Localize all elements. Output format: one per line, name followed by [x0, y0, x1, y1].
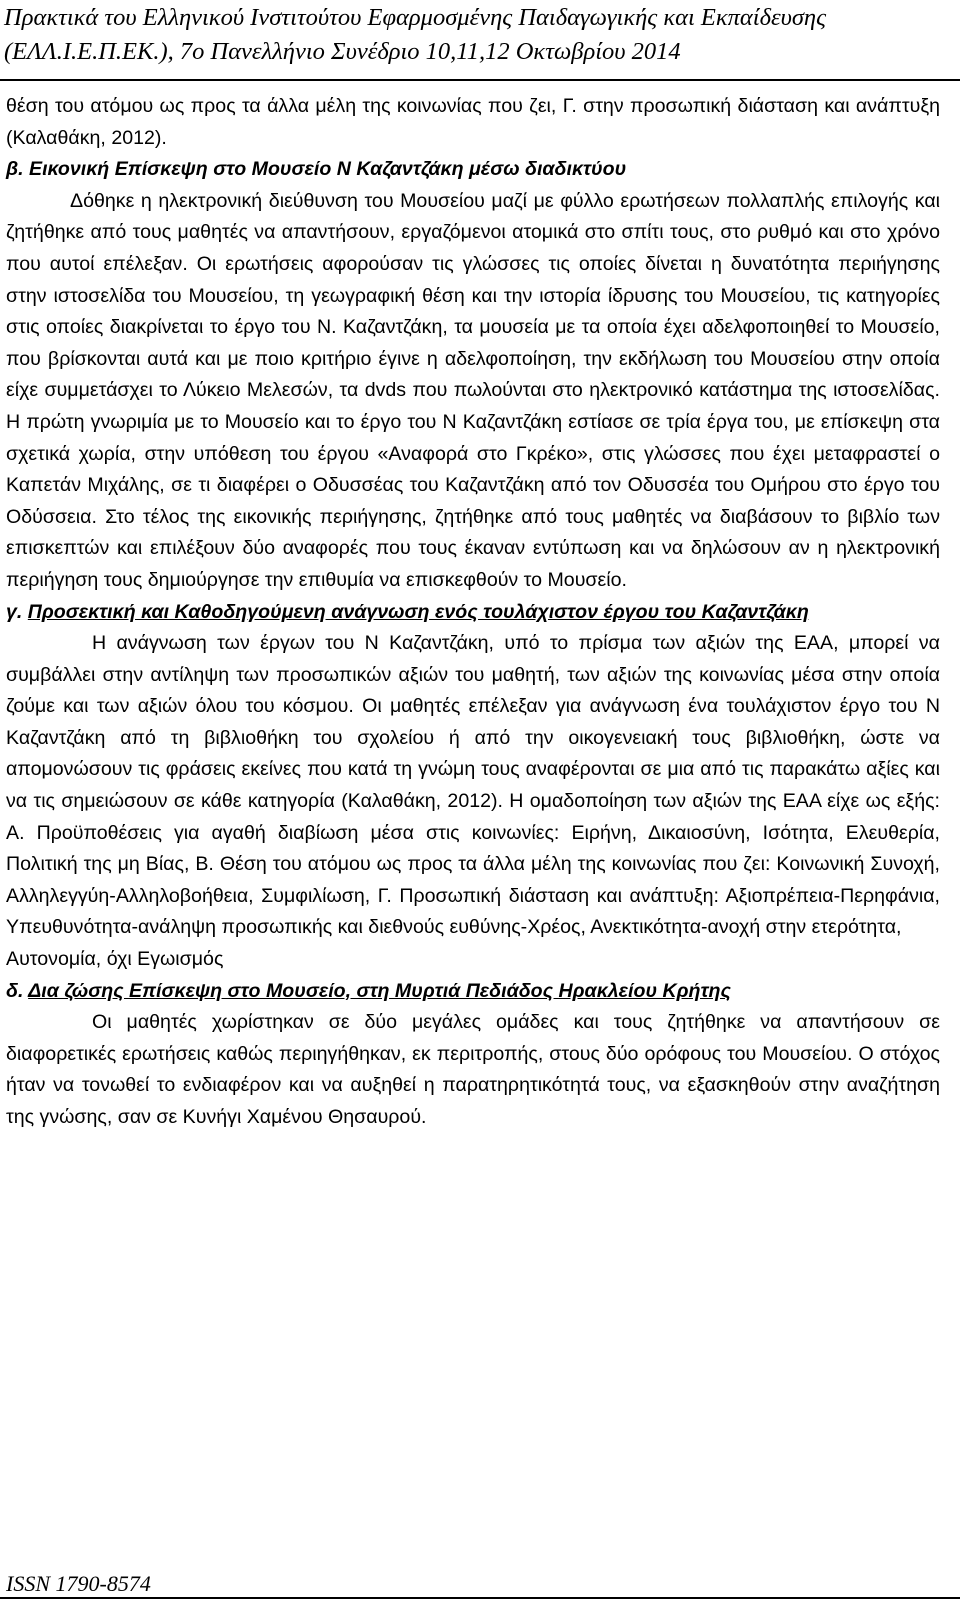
- running-header: [0, 0, 960, 84]
- section-c-paragraph: Η ανάγνωση των έργων του Ν Καζαντζάκη, υπό το πρίσμα των αξιών της ΕΑΑ, μπορεί να συμβάλλει στην αντίληψη των προσωπικών αξιών του μαθητή, των αξιών της κοινωνίας μέσα στην οποία ζούμε και των αξιών όλου του κόσμου. Οι μαθητές επέλεξαν για ανάγνωση ένα τουλάχιστον έργο του Ν Καζαντζάκη από τη βιβλιοθήκη του σχολείου ή από την οικογενειακή τους βιβλιοθήκη, ώστε να απομονώσουν τις φράσεις εκείνες που κατά τη γνώμη τους αναφέρονται σε μια από τις παρακάτω αξίες και να τις σημειώσουν σε κάθε κατηγορία (Καλαθάκη, 2012). Η ομαδοποίηση των αξιών της ΕΑΑ είχε ως εξής: Α. Προϋποθέσεις για αγαθή διαβίωση μέσα στις κοινωνίες: Ειρήνη, Δικαιοσύνη, Ισότητα, Ελευθερία, Πολιτική της μη Βίας, Β. Θέση του ατόμου ως προς τα άλλα μέλη της κοινωνίας που ζει: Κοινωνική Συνοχή, Αλληλεγγύη-Αλληλοβοήθεια, Συμφιλίωση, Γ. Προσωπική διάσταση και ανάπτυξη: Αξιοπρέπεια-Περηφάνια, Υπευθυνότητα-ανάληψη προσωπικής και διεθνούς ευθύνης-Χρέος, Ανεκτικότητα-ανοχή στην ετερότητα,: [6, 632, 940, 939]
- header-rule: [0, 79, 960, 81]
- section-d-heading: [6, 976, 940, 1008]
- footer-rule: [0, 1597, 960, 1599]
- body-text: [6, 91, 940, 1134]
- section-c-paragraph-tail: Αυτονομία, όχι Εγωισμός: [6, 948, 224, 971]
- section-b-heading: β. Εικονική Επίσκεψη στο Μουσείο Ν Καζαντζάκη μέσω διαδικτύου: [6, 158, 627, 181]
- section-d-paragraph: Οι μαθητές χωρίστηκαν σε δύο μεγάλες ομάδες και τους ζητήθηκε να απαντήσουν σε διαφορετικές ερωτήσεις καθώς περιηγήθηκαν, εκ περιτροπής, στους δύο ορόφους του Μουσείου. Ο στόχος ήταν να τονωθεί το ενδιαφέρον και να αυξηθεί η παρατηρητικότητά τους, να εξασκηθούν στην αναζήτηση της γνώσης, σαν σε Κυνήγι Χαμένου Θησαυρού.: [6, 1011, 940, 1128]
- header-line-1: Πρακτικά του Ελληνικού Ινστιτούτου Εφαρμοσμένης Παιδαγωγικής και Εκπαίδευσης: [4, 4, 827, 31]
- section-c-heading: [6, 597, 940, 629]
- header-line-2: (ΕΛΛ.Ι.Ε.Π.ΕΚ.), 7ο Πανελλήνιο Συνέδριο 10,11,12 Οκτωβρίου 2014: [4, 38, 681, 65]
- intro-paragraph: θέση του ατόμου ως προς τα άλλα μέλη της κοινωνίας που ζει, Γ. στην προσωπική διάσταση και ανάπτυξη (Καλαθάκη, 2012).: [6, 95, 940, 149]
- section-c-title: Προσεκτική και Καθοδηγούμενη ανάγνωση ενός τουλάχιστον έργου του Καζαντζάκη: [27, 600, 809, 623]
- footer-issn: ISSN 1790-8574: [6, 1571, 151, 1596]
- section-b-paragraph: Δόθηκε η ηλεκτρονική διεύθυνση του Μουσείου μαζί με φύλλο ερωτήσεων πολλαπλής επιλογής και ζητήθηκε από τους μαθητές να απαντήσουν, εργαζόμενοι ατομικά στο σπίτι τους, στο ρυθμό και στο χρόνο που αυτοί επέλεξαν. Οι ερωτήσεις αφορούσαν τις γλώσσες τις οποίες δίνεται η δυνατότητα περιήγησης στην ιστοσελίδα του Μουσείου, τη γεωγραφική θέση και την ιστορία ίδρυσης του Μουσείου, τις κατηγορίες στις οποίες διακρίνεται το έργο του Ν. Καζαντζάκη, τα μουσεία με τα οποία έχει αδελφοποιηθεί το Μουσείο, που βρίσκονται αυτά και με ποιο κριτήριο έγινε η αδελφοποίηση, την εκδήλωση του Μουσείου στην οποία είχε συμμετάσχει το Λύκειο Μελεσών, τα dvds που πωλούνται στο ηλεκτρονικό κατάστημα της ιστοσελίδας. Η πρώτη γνωριμία με το Μουσείο και το έργο του Ν Καζαντζάκη εστίασε σε τρία έργα του, με επίσκεψη στα σχετικά χωρία, στην υπόθεση του έργου «Αναφορά στο Γκρέκο», στις γλώσσες που έχει μεταφραστεί ο Καπετάν Μιχάλης, σε τι διαφέρει ο Οδυσσέας του Καζαντζάκη από τον Οδυσσέα του Ομήρου στο έργο του Οδύσσεια. Στο τέλος της εικονικής περιήγησης, ζητήθηκε από τους μαθητές να διαβάσουν το βιβλίο των επισκεπτών και επιλέξουν δύο αναφορές που τους έκαναν εντύπωση και να δηλώσουν αν η ηλεκτρονική περιήγηση τους δημιούργησε την επιθυμία να επισκεφθούν το Μουσείο.: [6, 189, 940, 591]
- section-d-title: Δια ζώσης Επίσκεψη στο Μουσείο, στη Μυρτιά Πεδιάδος Ηρακλείου Κρήτης: [28, 979, 731, 1002]
- section-c-label: γ.: [6, 600, 23, 623]
- section-d-label: δ.: [6, 979, 24, 1002]
